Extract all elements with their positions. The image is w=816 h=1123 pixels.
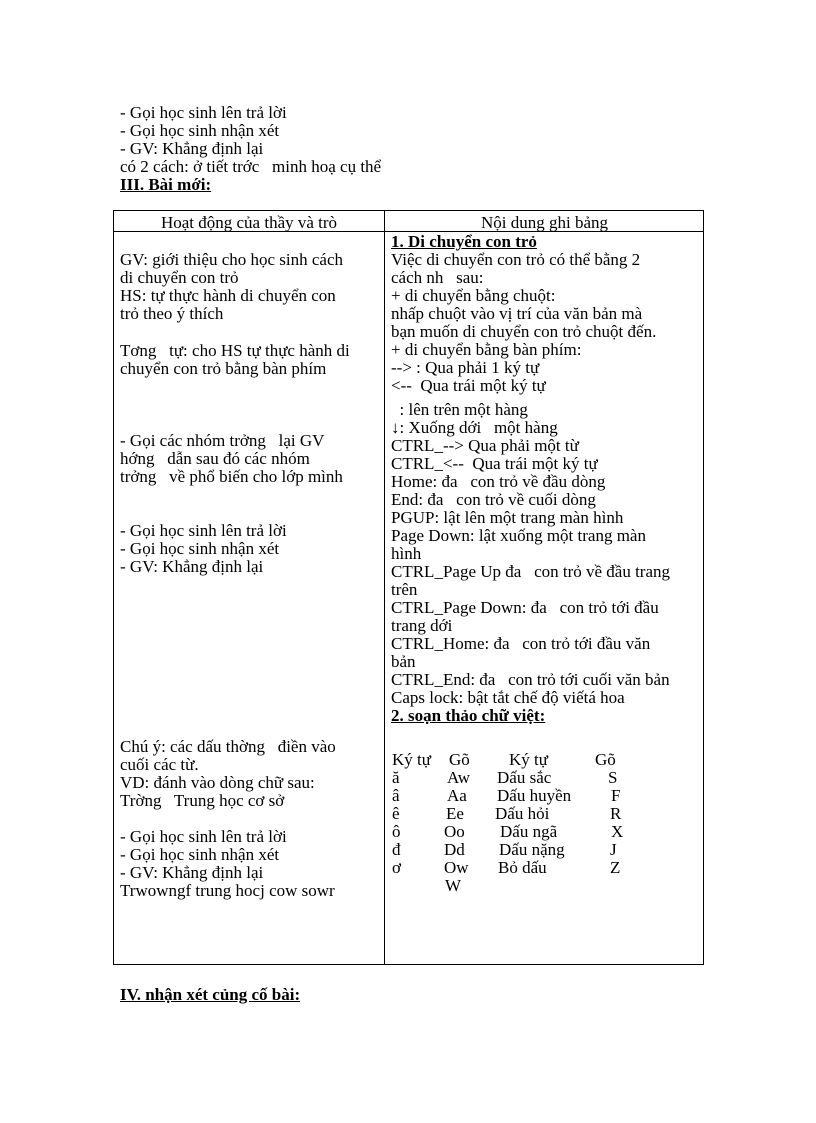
left-block-note	[120, 738, 382, 810]
keys-header-type: Gõ	[449, 750, 470, 769]
keys-cell: â	[392, 786, 400, 805]
left-line: - Gọi các nhóm trởng lại GV	[120, 431, 325, 450]
right-line: hình	[391, 544, 422, 563]
keys-cell: Ow	[444, 858, 469, 877]
right-line: nhấp chuột vào vị trí của văn bản mà	[391, 304, 643, 323]
section-heading-review: IV. nhận xét củng cố bài:	[120, 985, 301, 1004]
left-line: Trwowngf trung hocj cow sowr	[120, 881, 335, 900]
left-line: - Gọi học sinh lên trả lời	[120, 521, 287, 540]
right-line: PGUP: lật lên một trang màn hình	[391, 508, 624, 527]
left-block-review	[120, 522, 382, 576]
keys-cell: S	[608, 768, 618, 787]
column-divider	[384, 211, 385, 964]
keys-cell-extra: W	[445, 876, 462, 895]
keys-cell: Dd	[444, 840, 465, 859]
keys-cell: Oo	[444, 822, 465, 841]
intro-line: - GV: Khẳng định lại	[120, 139, 264, 158]
keys-cell: X	[611, 822, 624, 841]
right-line: CTRL_Page Up đa con trỏ về đầu trang	[391, 562, 671, 581]
left-line: GV: giới thiệu cho học sinh cách	[120, 250, 344, 269]
left-line: Chú ý: các dấu thờng điền vào	[120, 737, 336, 756]
right-line: CTRL_<-- Qua trái một ký tự	[391, 454, 598, 473]
right-line: : lên trên một hàng	[391, 400, 528, 419]
left-line: - GV: Khẳng định lại	[120, 863, 264, 882]
table-header-content: Nội dung ghi bảng	[480, 213, 609, 232]
left-line: chuyển con trỏ bằng bàn phím	[120, 359, 327, 378]
keys-cell: F	[611, 786, 621, 805]
intro-line: - Gọi học sinh lên trả lời	[120, 103, 287, 122]
right-line: bản	[391, 652, 416, 671]
left-line: trỏ theo ý thích	[120, 304, 224, 323]
right-line: CTRL_Home: đa con trỏ tới đầu văn	[391, 634, 651, 653]
left-line: - Gọi học sinh nhận xét	[120, 539, 280, 558]
right-line: End: đa con trỏ về cuối dòng	[391, 490, 596, 509]
keys-cell: ê	[392, 804, 400, 823]
left-line: Tơng tự: cho HS tự thực hành di	[120, 341, 350, 360]
right-line: Việc di chuyển con trỏ có thể bằng 2	[391, 250, 641, 269]
left-line: - Gọi học sinh lên trả lời	[120, 827, 287, 846]
left-line: HS: tự thực hành di chuyển con	[120, 286, 336, 305]
right-line: ↓: Xuống dới một hàng	[391, 418, 558, 437]
keys-cell: Dấu hỏi	[495, 804, 550, 823]
left-line: cuối các từ.	[120, 755, 199, 774]
right-line: CTRL_End: đa con trỏ tới cuối văn bản	[391, 670, 670, 689]
keys-cell: Z	[610, 858, 621, 877]
keys-header-char: Ký tự	[392, 750, 431, 769]
intro-section	[120, 104, 381, 194]
left-block-review-2	[120, 828, 382, 900]
right-line: trên	[391, 580, 418, 599]
intro-line: có 2 cách: ở tiết trớc minh hoạ cụ thể	[120, 157, 382, 176]
right-line: CTRL_--> Qua phải một từ	[391, 436, 579, 455]
keys-cell: Dấu sắc	[497, 768, 552, 787]
right-line: trang dới	[391, 616, 453, 635]
right-line: + di chuyển bằng chuột:	[391, 286, 556, 305]
keys-cell: Bỏ dấu	[498, 858, 547, 877]
lesson-table	[113, 210, 704, 965]
left-block-groups	[120, 432, 382, 486]
keys-header-type-2: Gõ	[595, 750, 616, 769]
keys-cell: Aw	[447, 768, 470, 787]
subheading-vietnamese-typing: 2. soạn thảo chữ việt:	[391, 706, 546, 725]
keys-cell: Ee	[446, 804, 464, 823]
left-line: Trờng Trung học cơ sở	[120, 791, 285, 810]
right-block-keys	[391, 401, 703, 725]
left-line: - GV: Khẳng định lại	[120, 557, 264, 576]
subheading-move-cursor: 1. Di chuyển con trỏ	[391, 232, 537, 251]
right-line: --> : Qua phải 1 ký tự	[391, 358, 540, 377]
keys-cell: Dấu ngã	[500, 822, 558, 841]
keys-cell: ơ	[392, 858, 401, 877]
left-line: VD: đánh vào dòng chữ sau:	[120, 773, 315, 792]
right-block-cursor	[391, 233, 703, 395]
left-block-intro	[120, 251, 382, 323]
keys-cell: Dấu huyền	[497, 786, 572, 805]
left-line: - Gọi học sinh nhận xét	[120, 845, 280, 864]
table-header-activities: Hoạt động của thầy và trò	[160, 213, 338, 232]
keys-header-char-2: Ký tự	[509, 750, 548, 769]
left-line: di chuyển con trỏ	[120, 268, 239, 287]
left-line: hớng dẫn sau đó các nhóm	[120, 449, 310, 468]
right-line: Page Down: lật xuống một trang màn	[391, 526, 646, 545]
keys-cell: Aa	[447, 786, 467, 805]
right-line: <-- Qua trái một ký tự	[391, 376, 546, 395]
left-block-practice	[120, 342, 382, 378]
right-line: Home: đa con trỏ về đầu dòng	[391, 472, 606, 491]
keys-cell: ă	[392, 768, 400, 787]
right-line: bạn muốn di chuyển con trỏ chuột đến.	[391, 322, 657, 341]
keys-cell: đ	[392, 840, 401, 859]
right-line: CTRL_Page Down: đa con trỏ tới đầu	[391, 598, 659, 617]
keys-cell: R	[610, 804, 622, 823]
intro-line: - Gọi học sinh nhận xét	[120, 121, 280, 140]
right-line: + di chuyển bằng bàn phím:	[391, 340, 582, 359]
section-heading-new-lesson: III. Bài mới:	[120, 175, 212, 194]
keys-cell: J	[610, 840, 617, 859]
right-line: cách nh sau:	[391, 268, 484, 287]
keys-cell: Dấu nặng	[499, 840, 565, 859]
keys-cell: ô	[392, 822, 401, 841]
left-line: trởng về phổ biến cho lớp mình	[120, 467, 343, 486]
right-line: Caps lock: bật tắt chế độ viếtá hoa	[391, 688, 625, 707]
